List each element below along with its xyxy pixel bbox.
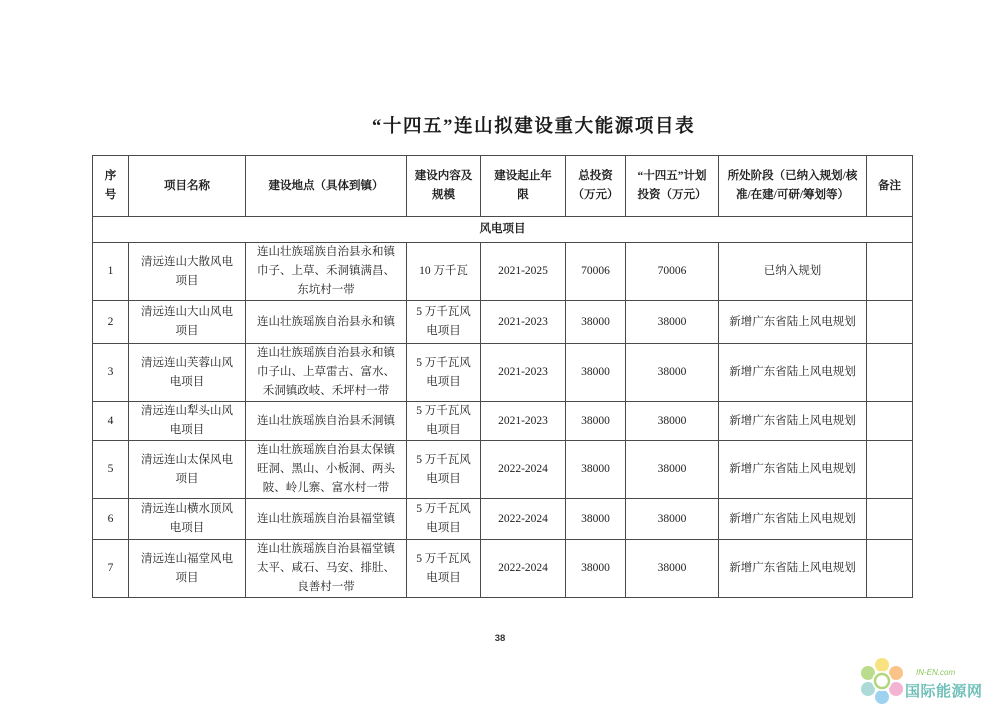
cell-remark — [867, 344, 913, 402]
cell-remark — [867, 499, 913, 540]
cell-plan-investment: 38000 — [626, 301, 719, 344]
section-label: 风电项目 — [93, 217, 913, 243]
cell-project-name: 清远连山芙蓉山风电项目 — [129, 344, 246, 402]
page-number: 38 — [494, 633, 506, 644]
cell-project-name: 清远连山横水顶风电项目 — [129, 499, 246, 540]
cell-index: 3 — [93, 344, 129, 402]
cell-plan-investment: 38000 — [626, 344, 719, 402]
cell-stage: 新增广东省陆上风电规划 — [719, 301, 867, 344]
cell-plan-investment: 38000 — [626, 402, 719, 441]
header-stage: 所处阶段（已纳入规划/核准/在建/可研/筹划等） — [719, 156, 867, 217]
cell-period: 2021-2023 — [481, 402, 566, 441]
cell-location: 连山壮族瑶族自治县永和镇 — [246, 301, 407, 344]
cell-scale: 5 万千瓦风电项目 — [407, 540, 481, 598]
cell-plan-investment: 70006 — [626, 243, 719, 301]
cell-total-investment: 38000 — [566, 402, 626, 441]
cell-index: 6 — [93, 499, 129, 540]
cell-total-investment: 38000 — [566, 441, 626, 499]
cell-location: 连山壮族瑶族自治县永和镇巾子、上草、禾洞镇满昌、东坑村一带 — [246, 243, 407, 301]
cell-project-name: 清远连山大山风电项目 — [129, 301, 246, 344]
cell-stage: 已纳入规划 — [719, 243, 867, 301]
document-title: “十四五”连山拟建设重大能源项目表 — [372, 117, 696, 137]
cell-total-investment: 70006 — [566, 243, 626, 301]
table-row — [93, 540, 913, 598]
cell-plan-investment: 38000 — [626, 499, 719, 540]
cell-remark — [867, 301, 913, 344]
cell-scale: 5 万千瓦风电项目 — [407, 402, 481, 441]
cell-stage: 新增广东省陆上风电规划 — [719, 441, 867, 499]
cell-plan-investment: 38000 — [626, 441, 719, 499]
cell-index: 2 — [93, 301, 129, 344]
cell-scale: 10 万千瓦 — [407, 243, 481, 301]
cell-scale: 5 万千瓦风电项目 — [407, 344, 481, 402]
cell-stage: 新增广东省陆上风电规划 — [719, 402, 867, 441]
cell-index: 5 — [93, 441, 129, 499]
cell-period: 2022-2024 — [481, 540, 566, 598]
header-project-name: 项目名称 — [129, 156, 246, 217]
cell-remark — [867, 243, 913, 301]
cell-location: 连山壮族瑶族自治县太保镇旺洞、黑山、小板洞、两头陂、岭儿寨、富水村一带 — [246, 441, 407, 499]
energy-project-table — [92, 155, 913, 598]
header-index: 序号 — [93, 156, 129, 217]
cell-total-investment: 38000 — [566, 540, 626, 598]
header-period: 建设起止年限 — [481, 156, 566, 217]
cell-remark — [867, 441, 913, 499]
cell-period: 2021-2025 — [481, 243, 566, 301]
cell-period: 2021-2023 — [481, 301, 566, 344]
cell-remark — [867, 540, 913, 598]
cell-project-name: 清远连山福堂风电项目 — [129, 540, 246, 598]
table-row — [93, 499, 913, 540]
cell-index: 7 — [93, 540, 129, 598]
cell-stage: 新增广东省陆上风电规划 — [719, 540, 867, 598]
cell-scale: 5 万千瓦风电项目 — [407, 301, 481, 344]
cell-location: 连山壮族瑶族自治县福堂镇太平、咸石、马安、排肚、良善村一带 — [246, 540, 407, 598]
section-row-wind-power — [93, 217, 913, 243]
cell-location: 连山壮族瑶族自治县福堂镇 — [246, 499, 407, 540]
cell-total-investment: 38000 — [566, 499, 626, 540]
table-row — [93, 243, 913, 301]
cell-plan-investment: 38000 — [626, 540, 719, 598]
cell-project-name: 清远连山太保风电项目 — [129, 441, 246, 499]
table-row — [93, 301, 913, 344]
header-total-investment: 总投资（万元） — [566, 156, 626, 217]
cell-remark — [867, 402, 913, 441]
cell-index: 1 — [93, 243, 129, 301]
watermark-domain: IN-EN.com — [916, 668, 956, 677]
energy-project-table-container — [92, 155, 912, 598]
sun-flower-logo-icon — [857, 656, 907, 706]
cell-total-investment: 38000 — [566, 301, 626, 344]
table-header-row — [93, 156, 913, 217]
cell-stage: 新增广东省陆上风电规划 — [719, 499, 867, 540]
cell-total-investment: 38000 — [566, 344, 626, 402]
cell-scale: 5 万千瓦风电项目 — [407, 499, 481, 540]
cell-period: 2022-2024 — [481, 441, 566, 499]
cell-stage: 新增广东省陆上风电规划 — [719, 344, 867, 402]
header-plan-investment: “十四五”计划投资（万元） — [626, 156, 719, 217]
cell-period: 2022-2024 — [481, 499, 566, 540]
cell-scale: 5 万千瓦风电项目 — [407, 441, 481, 499]
table-row — [93, 441, 913, 499]
watermark-site-name: 国际能源网 — [905, 683, 983, 700]
cell-index: 4 — [93, 402, 129, 441]
cell-location: 连山壮族瑶族自治县永和镇巾子山、上草雷古、富水、禾洞镇政岐、禾坪村一带 — [246, 344, 407, 402]
cell-period: 2021-2023 — [481, 344, 566, 402]
cell-project-name: 清远连山大散风电项目 — [129, 243, 246, 301]
table-row — [93, 344, 913, 402]
header-location: 建设地点（具体到镇） — [246, 156, 407, 217]
cell-location: 连山壮族瑶族自治县禾洞镇 — [246, 402, 407, 441]
cell-project-name: 清远连山犁头山风电项目 — [129, 402, 246, 441]
table-row — [93, 402, 913, 441]
header-remark: 备注 — [867, 156, 913, 217]
header-scale: 建设内容及规模 — [407, 156, 481, 217]
